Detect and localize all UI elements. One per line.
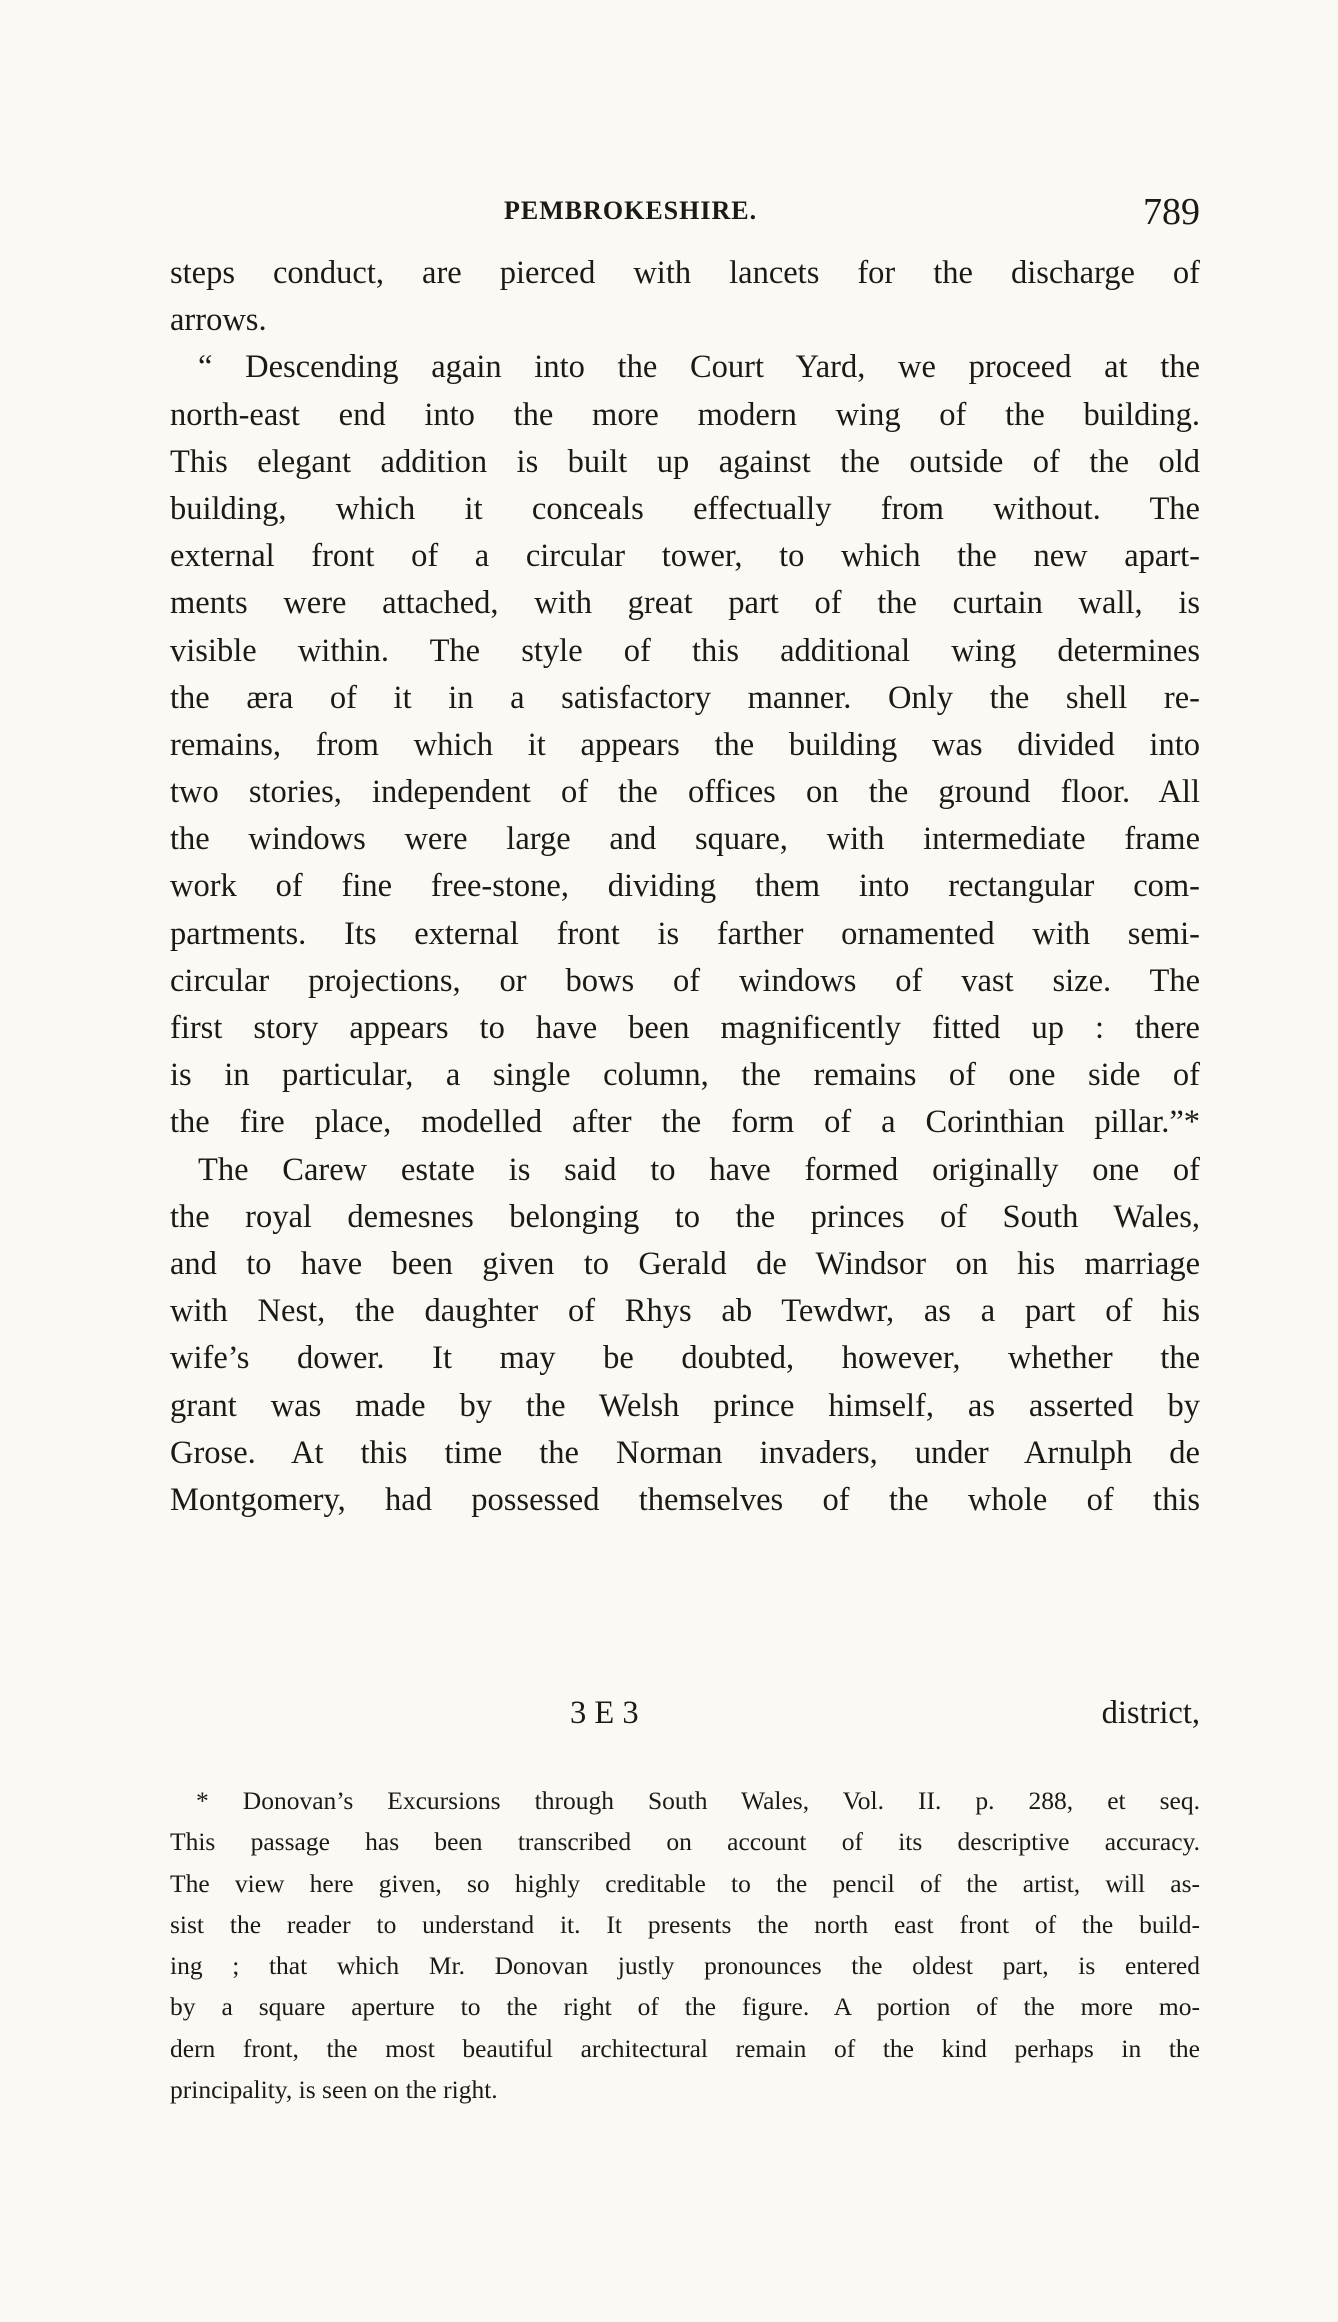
text-line: circular projections, or bows of windows of vast size. The — [170, 962, 1200, 999]
catchword: district, — [1101, 1695, 1200, 1731]
text-line: This elegant addition is built up against the outside of the old — [170, 443, 1200, 480]
footnote-line: sist the reader to understand it. It presents the north east front of the build- — [170, 1909, 1200, 1939]
text-line: the fire place, modelled after the form of a Corinthian pillar.”* — [170, 1104, 1200, 1141]
text-line: remains, from which it appears the building was divided into — [170, 726, 1200, 763]
text-line: wife’s dower. It may be doubted, however, whether the — [170, 1340, 1200, 1377]
text-line: the æra of it in a satisfactory manner. Only the shell re- — [170, 679, 1200, 716]
text-line: external front of a circular tower, to which the new apart- — [170, 538, 1200, 575]
text-line: the royal demesnes belonging to the princes of South Wales, — [170, 1198, 1200, 1235]
text-line: first story appears to have been magnificently fitted up : there — [170, 1010, 1200, 1046]
page-header — [170, 191, 1200, 240]
footnote-line: by a square aperture to the right of the figure. A portion of the more mo- — [170, 1992, 1200, 2022]
signature-mark: 3 E 3 — [570, 1695, 639, 1731]
footnote-line: The view here given, so highly creditable to the pencil of the artist, will as- — [170, 1868, 1200, 1898]
text-line: the windows were large and square, with intermediate frame — [170, 821, 1200, 858]
running-head: PEMBROKESHIRE. — [504, 196, 758, 225]
text-line: steps conduct, are pierced with lancets for the discharge of — [170, 255, 1200, 291]
text-line: arrows. — [170, 302, 267, 339]
text-line: work of fine free-stone, dividing them into rectangular com- — [170, 868, 1200, 905]
text-line: and to have been given to Gerald de Windsor on his marriage — [170, 1245, 1200, 1282]
text-line: is in particular, a single column, the remains of one side of — [170, 1057, 1200, 1094]
text-line: Grose. At this time the Norman invaders, under Arnulph de — [170, 1434, 1200, 1471]
text-line: Montgomery, had possessed themselves of the whole of this — [170, 1481, 1200, 1518]
footnote-line: ing ; that which Mr. Donovan justly pronounces the oldest part, is entered — [170, 1951, 1200, 1981]
footnote-line: This passage has been transcribed on account of its descriptive accuracy. — [170, 1827, 1200, 1857]
footnote — [170, 1780, 1200, 2110]
text-line: “ Descending again into the Court Yard, we proceed at the — [198, 349, 1200, 386]
text-line: grant was made by the Welsh prince himself, as asserted by — [170, 1387, 1200, 1424]
text-line: visible within. The style of this additional wing determines — [170, 632, 1200, 669]
text-line: north-east end into the more modern wing of the building. — [170, 396, 1200, 433]
text-line: two stories, independent of the offices on the ground floor. All — [170, 774, 1200, 811]
main-text — [170, 250, 1200, 1524]
footnote-line: dern front, the most beautiful architectural remain of the kind perhaps in the — [170, 2033, 1200, 2063]
text-line: The Carew estate is said to have formed originally one of — [198, 1151, 1200, 1188]
text-line: with Nest, the daughter of Rhys ab Tewdwr, as a part of his — [170, 1293, 1200, 1330]
text-line: ments were attached, with great part of the curtain wall, is — [170, 585, 1200, 622]
signature-line — [170, 1690, 1200, 1737]
footnote-line: principality, is seen on the right. — [170, 2075, 498, 2105]
text-line: building, which it conceals effectually from without. The — [170, 490, 1200, 527]
footnote-line: * Donovan’s Excursions through South Wales, Vol. II. p. 288, et seq. — [196, 1786, 1200, 1815]
page-number: 789 — [1143, 191, 1200, 233]
text-line: partments. Its external front is farther ornamented with semi- — [170, 915, 1200, 952]
